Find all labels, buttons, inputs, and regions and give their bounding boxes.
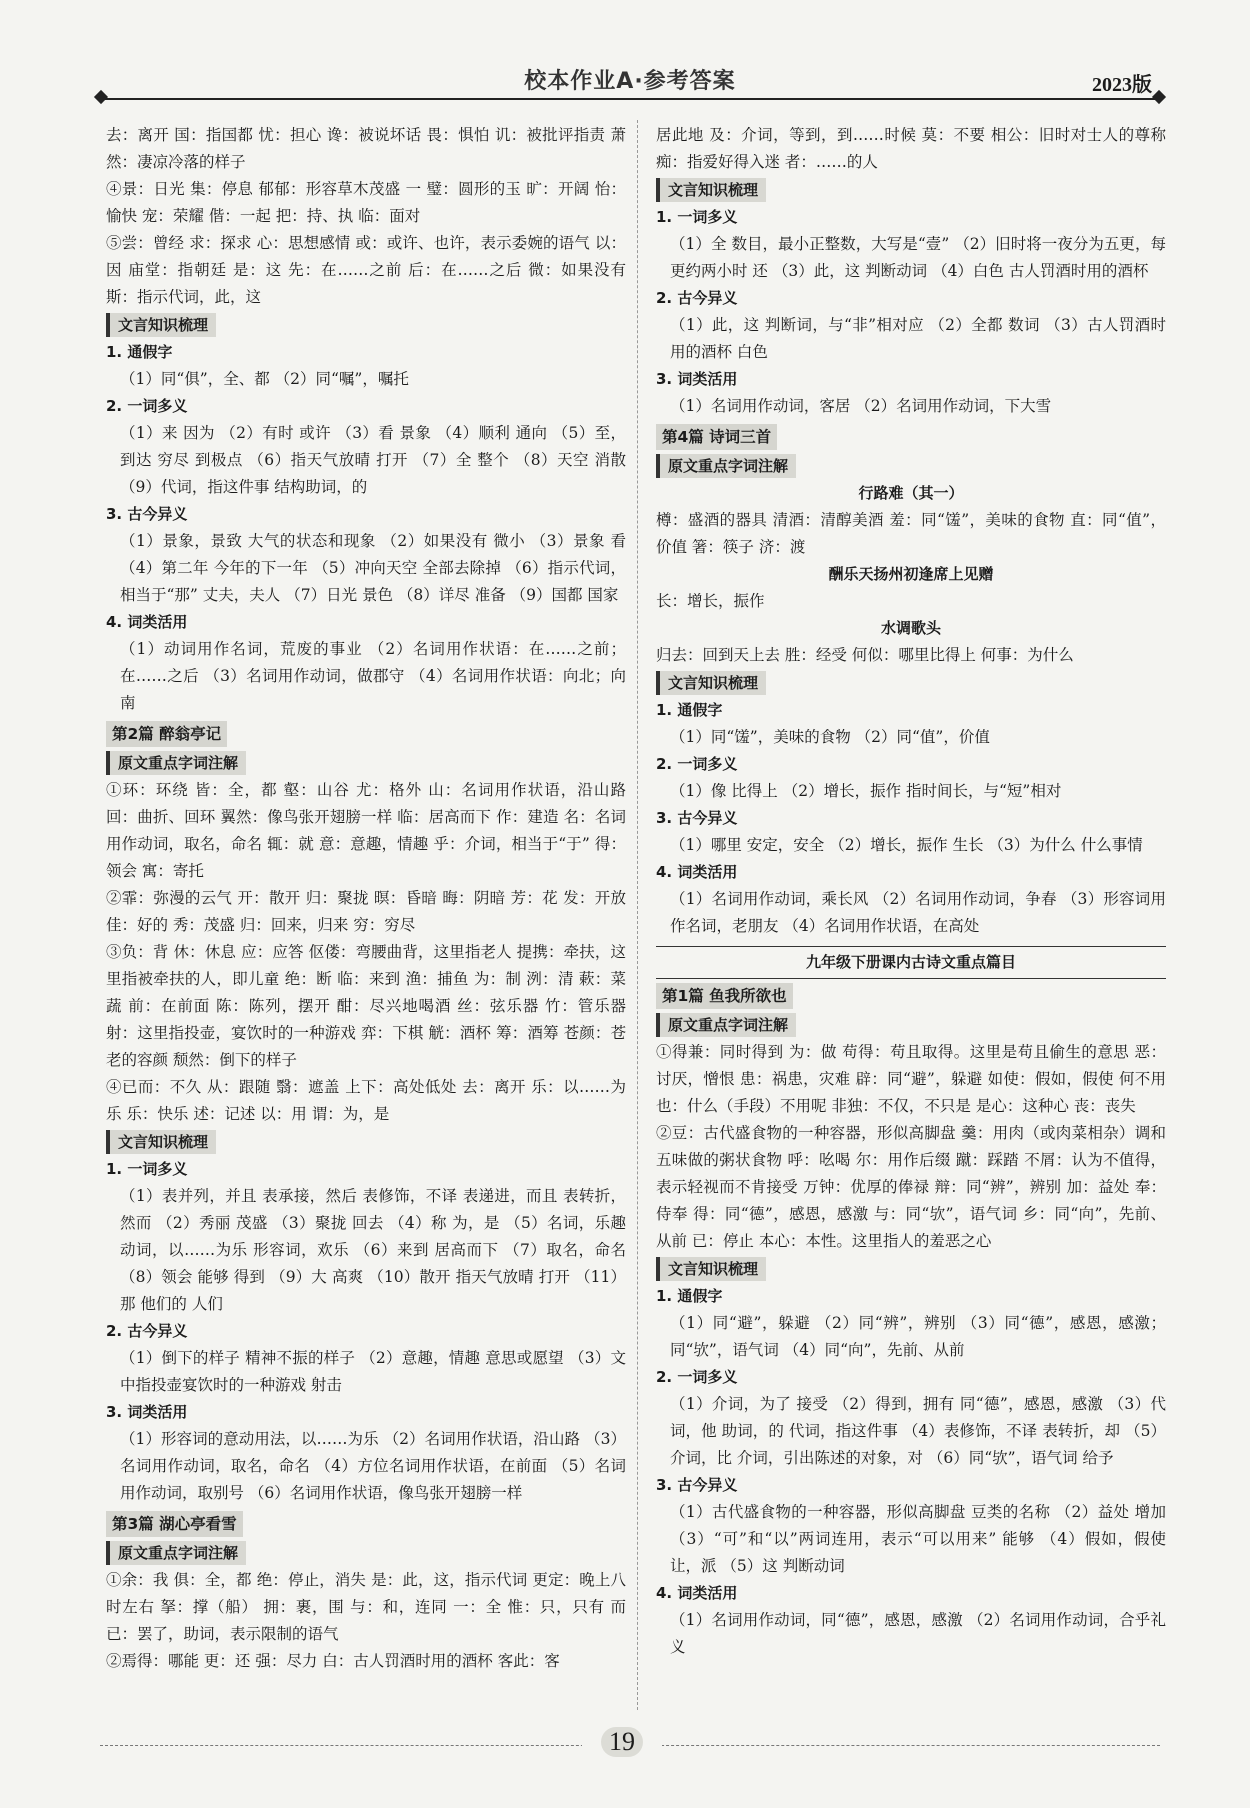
answer-item: （1）来 因为 （2）有时 或许 （3）看 景象 （4）顺利 通向 （5）至，到达 穷尽 到极点 （6）指天气放晴 打开 （7）全 整个 （8）天空 消散 （9）代词，指这件事 结构助词，的 [120, 424, 626, 496]
list-heading: 2. 一词多义 [656, 755, 738, 773]
answer-item: （1）像 比得上 （2）增长，振作 指时间长，与“短”相对 [670, 782, 1062, 800]
list-heading: 3. 古今异义 [656, 809, 738, 827]
list-heading: 1. 通假字 [656, 1287, 723, 1305]
annotation-paragraph: 居此地 及：介词，等到，到……时候 莫：不要 相公：旧时对士人的尊称 痴：指爱好得入迷 者：……的人 [656, 126, 1166, 171]
list-heading: 2. 古今异义 [106, 1322, 188, 1340]
poem-title: 酬乐天扬州初逢席上见赠 [828, 565, 994, 583]
subsection-heading-wrap [106, 749, 626, 777]
answer-item: （1）动词用作名词，荒废的事业 （2）名词用作状语：在……之前；在……之后 （3）名词用作动词，做郡守 （4）名词用作状语：向北；向南 [120, 640, 626, 712]
answer-item: （1）古代盛食物的一种容器，形似高脚盘 豆类的名称 （2）益处 增加 （3）“可”和“以”两词连用，表示“可以用来” 能够 （4）假如，假使 让，派 （5）这 判断动词 [670, 1503, 1166, 1575]
subsection-heading: 文言知识梳理 [106, 313, 216, 337]
poem-title: 水调歌头 [880, 619, 941, 637]
article-heading: 第1篇 鱼我所欲也 [656, 983, 793, 1009]
answer-item: （1）此，这 判断词，与“非”相对应 （2）全都 数词 （3）古人罚酒时用的酒杯 白色 [670, 316, 1166, 361]
list-heading: 1. 通假字 [106, 343, 173, 361]
list-heading: 1. 一词多义 [656, 208, 738, 226]
list-heading: 3. 词类活用 [656, 370, 738, 388]
header-edition: 2023版 [1092, 74, 1152, 96]
annotation-paragraph: ④已而：不久 从：跟随 翳：遮盖 上下：高处低处 去：离开 乐：以……为乐 乐：快乐 述：记述 以：用 谓：为，是 [106, 1078, 626, 1123]
answer-item: （1）倒下的样子 精神不振的样子 （2）意趣，情趣 意思或愿望 （3）文中指投壶宴饮时的一种游戏 射击 [120, 1349, 626, 1394]
annotation-paragraph: 归去：回到天上去 胜：经受 何似：哪里比得上 何事：为什么 [656, 646, 1074, 664]
answer-item: （1）介词，为了 接受 （2）得到，拥有 同“德”，感恩，感激 （3）代词，他 助词，的 代词，指这件事 （4）表修饰，不译 表转折，却 （5）介词，比 介词，引出陈述的对象，对 （6）同“欤”，语气词 给予 [670, 1395, 1166, 1467]
list-heading: 4. 词类活用 [656, 1584, 738, 1602]
annotation-paragraph: ①环：环绕 皆：全，都 壑：山谷 尤：格外 山：名词用作状语，沿山路 回：曲折、回环 翼然：像鸟张开翅膀一样 临：居高而下 作：建造 名：名词用作动词，取名，命名 辄：就 意：意趣，情趣 乎：介词，相当于“于” 得：领会 寓：寄托 [106, 781, 626, 880]
subsection-heading-wrap [656, 669, 1166, 697]
header-rule [100, 98, 1160, 100]
right-column [656, 122, 1166, 1661]
annotation-paragraph: ③负：背 休：休息 应：应答 伛偻：弯腰曲背，这里指老人 提携：牵扶，这里指被牵扶的人，即儿童 绝：断 临：来到 渔：捕鱼 为：制 洌：清 蔌：菜蔬 前：在前面 陈：陈列，摆开 酣：尽兴地喝酒 丝：弦乐器 竹：管乐器 射：这里指投壶，宴饮时的一种游戏 弈：下棋 觥：酒杯 筹：酒筹 苍颜：苍老的容颜 颓然：倒下的样子 [106, 943, 626, 1069]
article-heading: 第4篇 诗词三首 [656, 424, 777, 450]
subsection-heading-wrap [106, 311, 626, 339]
answer-item: （1）形容词的意动用法，以……为乐 （2）名词用作状语，沿山路 （3）名词用作动词，取名，命名 （4）方位名词用作状语，在前面 （5）名词用作动词，取别号 （6）名词用作状语，像鸟张开翅膀一样 [120, 1430, 626, 1502]
column-divider [637, 120, 638, 1710]
annotation-paragraph: ①余：我 俱：全，都 绝：停止，消失 是：此，这，指示代词 更定：晚上八时左右 拏：撑（船） 拥：裹，围 与：和，连同 一：全 惟：只，只有 而已：罢了，助词，表示限制的语气 [106, 1571, 626, 1643]
header-title: 校本作业A·参考答案 [524, 69, 736, 94]
answer-item: （1）同“避”，躲避 （2）同“辨”，辨别 （3）同“德”，感恩，感激；同“欤”，语气词 （4）同“向”，先前、从前 [670, 1314, 1166, 1359]
annotation-paragraph: ④景：日光 集：停息 郁郁：形容草木茂盛 一 璧：圆形的玉 旷：开阔 怡：愉快 宠：荣耀 偕：一起 把：持、执 临：面对 [106, 180, 626, 225]
poem-title: 行路难（其一） [858, 484, 964, 502]
page-number-label: 19 [601, 1727, 643, 1757]
annotation-paragraph: ①得兼：同时得到 为：做 苟得：苟且取得。这里是苟且偷生的意思 恶：讨厌，憎恨 患：祸患，灾难 辟：同“避”，躲避 如使：假如，假使 何不用也：什么（手段）不用呢 非独：不仅，不只是 是心：这种心 丧：丧失 [656, 1043, 1166, 1115]
list-heading: 2. 一词多义 [656, 1368, 738, 1386]
answer-item: （1）名词用作动词，乘长风 （2）名词用作动词，争春 （3）形容词用作名词，老朋友 （4）名词用作状语，在高处 [670, 890, 1166, 935]
answer-item: （1）同“馐”，美味的食物 （2）同“值”，价值 [670, 728, 990, 746]
subsection-heading-wrap [656, 452, 1166, 480]
list-heading: 1. 一词多义 [106, 1160, 188, 1178]
list-heading: 3. 词类活用 [106, 1403, 188, 1421]
page-header [100, 62, 1160, 102]
annotation-paragraph: ②焉得：哪能 更：还 强：尽力 白：古人罚酒时用的酒杯 客此：客 [106, 1652, 560, 1670]
grade-heading: 九年级下册课内古诗文重点篇目 [656, 946, 1166, 979]
page-number [582, 1727, 662, 1761]
subsection-heading: 原文重点字词注解 [656, 454, 796, 478]
article-heading: 第2篇 醉翁亭记 [106, 721, 227, 747]
annotation-paragraph: ②豆：古代盛食物的一种容器，形似高脚盘 羹：用肉（或肉菜相杂）调和五味做的粥状食物 呼：吆喝 尔：用作后缀 蹴：踩踏 不屑：认为不值得，表示轻视而不肯接受 万钟：优厚的俸禄 辩：同“辨”，辨别 加：益处 奉：侍奉 得：同“德”，感恩，感激 与：同“欤”，语气词 乡：同“向”，先前、从前 已：停止 本心：本性。这里指人的羞恶之心 [656, 1124, 1166, 1250]
subsection-heading: 原文重点字词注解 [106, 751, 246, 775]
answer-item: （1）名词用作动词，客居 （2）名词用作动词，下大雪 [670, 397, 1052, 415]
subsection-heading: 原文重点字词注解 [106, 1541, 246, 1565]
answer-item: （1）表并列，并且 表承接，然后 表修饰，不译 表递进，而且 表转折，然而 （2）秀丽 茂盛 （3）聚拢 回去 （4）称 为，是 （5）名词，乐趣 动词，以……为乐 形容词，欢乐 （6）来到 居高而下 （7）取名，命名 （8）领会 能够 得到 （9）大 高爽 （10）散开 指天气放晴 打开 （11）那 他们的 人们 [120, 1187, 626, 1313]
subsection-heading-wrap [656, 1011, 1166, 1039]
list-heading: 4. 词类活用 [656, 863, 738, 881]
subsection-heading: 文言知识梳理 [106, 1130, 216, 1154]
subsection-heading: 文言知识梳理 [656, 178, 766, 202]
list-heading: 3. 古今异义 [656, 1476, 738, 1494]
subsection-heading: 文言知识梳理 [656, 671, 766, 695]
answer-item: （1）同“俱”，全、都 （2）同“嘱”，嘱托 [120, 370, 409, 388]
answer-item: （1）哪里 安定，安全 （2）增长，振作 生长 （3）为什么 什么事情 [670, 836, 1143, 854]
subsection-heading-wrap [656, 1255, 1166, 1283]
annotation-paragraph: 长：增长，振作 [656, 592, 765, 610]
answer-item: （1）景象，景致 大气的状态和现象 （2）如果没有 微小 （3）景象 看 （4）第二年 今年的下一年 （5）冲向天空 全部去除掉 （6）指示代词，相当于“那” 丈夫，夫人 （7）日光 景色 （8）详尽 准备 （9）国都 国家 [120, 532, 626, 604]
left-column [106, 122, 626, 1675]
annotation-paragraph: ②霏：弥漫的云气 开：散开 归：聚拢 暝：昏暗 晦：阴暗 芳：花 发：开放 佳：好的 秀：茂盛 归：回来，归来 穷：穷尽 [106, 889, 626, 934]
list-heading: 4. 词类活用 [106, 613, 188, 631]
list-heading: 3. 古今异义 [106, 505, 188, 523]
list-heading: 1. 通假字 [656, 701, 723, 719]
annotation-paragraph: ⑤尝：曾经 求：探求 心：思想感情 或：或许、也许，表示委婉的语气 以：因 庙堂：指朝廷 是：这 先：在……之前 后：在……之后 微：如果没有 斯：指示代词，此，这 [106, 234, 626, 306]
subsection-heading-wrap [106, 1128, 626, 1156]
subsection-heading: 原文重点字词注解 [656, 1013, 796, 1037]
annotation-paragraph: 去：离开 国：指国都 忧：担心 谗：被说坏话 畏：惧怕 讥：被批评指责 萧然：凄凉冷落的样子 [106, 126, 626, 171]
annotation-paragraph: 樽：盛酒的器具 清酒：清醇美酒 羞：同“馐”，美味的食物 直：同“值”，价值 箸：筷子 济：渡 [656, 511, 1166, 556]
subsection-heading: 文言知识梳理 [656, 1257, 766, 1281]
list-heading: 2. 一词多义 [106, 397, 188, 415]
answer-item: （1）全 数目，最小正整数，大写是“壹” （2）旧时将一夜分为五更，每更约两小时 还 （3）此，这 判断动词 （4）白色 古人罚酒时用的酒杯 [670, 235, 1166, 280]
subsection-heading-wrap [656, 176, 1166, 204]
list-heading: 2. 古今异义 [656, 289, 738, 307]
subsection-heading-wrap [106, 1539, 626, 1567]
answer-item: （1）名词用作动词，同“德”，感恩，感激 （2）名词用作动词，合乎礼义 [670, 1611, 1166, 1656]
article-heading: 第3篇 湖心亭看雪 [106, 1511, 243, 1537]
